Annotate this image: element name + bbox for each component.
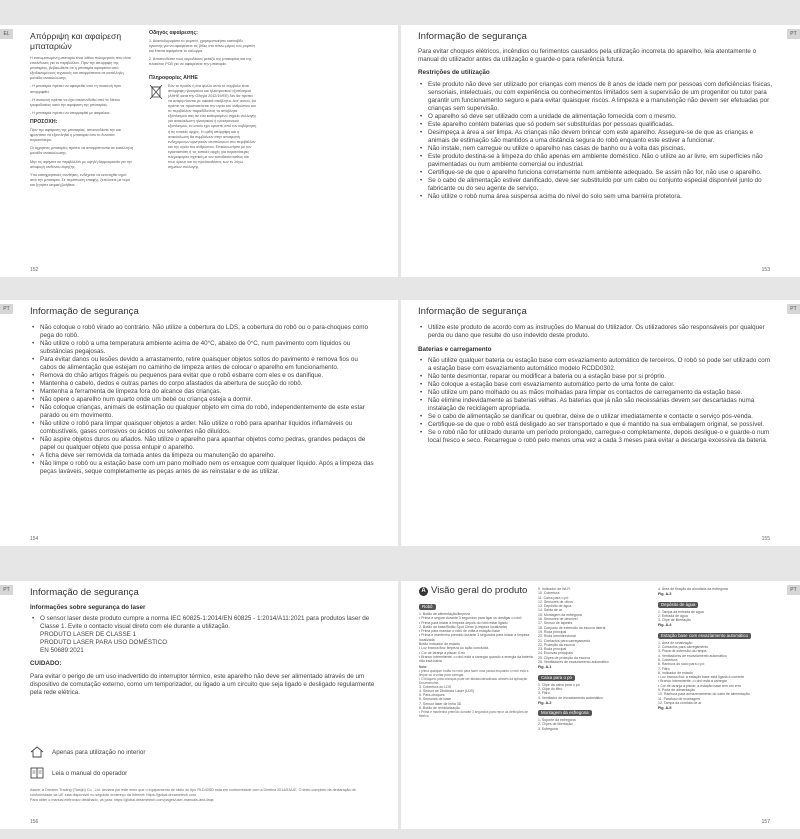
list-item: 1. Botão de alimentação/limpeza <box>419 612 470 616</box>
manual-page-152 <box>0 25 398 277</box>
section-letter-badge: A <box>419 587 428 596</box>
list-item: • Prima para mandar o robô de volta à estação base <box>419 629 500 634</box>
list-item: 3. Clipe de libertação <box>658 618 691 623</box>
manual-page-153 <box>401 25 800 277</box>
list-item: 8. Indicador de estado <box>658 670 693 675</box>
note-item: • O bloqueio para crianças pode ser ativado/desativado através da aplicação Dreamehome. <box>419 676 528 685</box>
declaration-text: Assim, a Dreame Trading (Tianjin) Co., Ltd. declara por este meio que o equipamento de rádio do tipo RLD43SD está em conformidade com a Diretiva 2014/53/UE. O texto completo da declaração de conformidade da UE está disponível no seguinte endereço da Internet: https://global.dreametech.com <box>30 788 356 797</box>
list-item: • Prima e mantenha premido durante 3 segundos para repor as definições de fábrica <box>419 710 529 719</box>
list-item: 24. Escovas principais <box>538 651 573 656</box>
list-item: 1. Clipe da caixa para o pó <box>538 682 580 687</box>
list-item: 11. Parafuso de montagem <box>658 696 700 701</box>
list-item: • Não utilize um pano molhado ou as mãos molhadas para limpar os contactos de carregamento da estação base. <box>418 389 773 397</box>
list-item: • Não utilize qualquer bateria ou estação base com esvaziamento automático de terceiros. O robô só pode ser utilizado com a estação base com esvaziamento automático modelo RCDD0302. <box>418 357 773 373</box>
removal-guide-heading: Οδηγός αφαίρεσης: <box>149 30 198 36</box>
laser-list <box>30 615 376 631</box>
note-2: - Η συσκευή πρέπει να έχει αποσυνδεθεί από το δίκτυο τροφοδοσίας κατά την αφαίρεση της μπαταρίας. <box>30 97 120 107</box>
list-item: • Mantenha o cabelo, dedos e outras partes do corpo afastados da abertura de sucção do robô. <box>30 380 376 388</box>
list-item: 20. Roda omnidirecional <box>538 634 576 639</box>
note-item: • prima qualquer botão no robô para fazer uma pausa enquanto o robô está a limpar ou a voltar para carregar. <box>419 668 529 677</box>
list-item: 4. Área de fixação da almofada da esfregona <box>658 587 728 591</box>
list-item: 26. Ventiladores de esvaziamento automático <box>538 660 609 665</box>
list-item: 12. Tampa da conduta de ar <box>658 700 702 705</box>
list-item: 8. Botão de reinicialização <box>419 706 460 711</box>
page-number: 153 <box>761 267 770 273</box>
list-item: 4. Ventilador de esvaziamento automático <box>538 695 603 700</box>
list-item: • Prima para iniciar a limpeza depois do robô estar ligado <box>419 620 508 625</box>
page-title: Informação de segurança <box>418 306 527 317</box>
note-heading: Nota: <box>419 664 428 669</box>
list-item: • Cor de laranja a piscar: Erro <box>419 650 465 655</box>
laser-class-line-1: PRODUTO LASER DE CLASSE 1 <box>40 631 137 638</box>
figure-label: Fig. A-2 <box>538 700 552 705</box>
book-icon <box>30 767 44 779</box>
list-item: • Este produto não deve ser utilizado por crianças com menos de 8 anos de idade nem por pessoas com deficiências físicas, sensoriais, intelectuais, ou com experiência ou conhecimentos limitados sem a supervisão de um progenitor ou tutor para garantir um funcionamento seguro e para evitar quaisquer riscos. A limpeza e a manutenção não devem ser efetuadas por crianças sem supervisão. <box>418 81 773 113</box>
list-item: • Este produto destina-se à limpeza do chão apenas em ambiente doméstico. Não o utilize ao ar livre, em superfícies não pavimentadas ou num ambiente comercial ou industrial. <box>418 153 773 169</box>
list-item: 9. Indicador de Wi-Fi <box>538 587 571 591</box>
figure-label: Fig. A-5 <box>658 706 672 711</box>
list-item: 1. Tampa da entrada de água <box>658 609 704 614</box>
list-item: • Se o cabo de alimentação se danificar ou quebrar, deixe de o utilizar imediatamente e contacte o serviço pós-venda. <box>418 413 773 421</box>
list-item: 22. Proteção da escova <box>538 642 575 647</box>
weee-text: Εάν το προϊόν ή ένα φύλλο αυτό το σύμβολο είναι απόρριψη ηλεκτρικού και ηλεκτρονικού εξοπλισμού (ΑΗΗΕ κατά την Οδηγία 2012/19/ΕΕ) δεν θα πρέπει να αναμιγνύονται με οικιακά απόβλητα. Αντ' αυτού, θα πρέπει να προστατεύεται την υγεία του ανθρώπου και το περιβάλλον παραδίδοντας τα απόβλητα εξοπλισμού σας σε ένα καθορισμένο σημείο συλλογής για ανακύκλωση ηλεκτρικού ή ηλεκτρονικού εξοπλισμού, το οποίο έχει ορυστεί από τον κυβέρνηση ή τις τοπικές αρχές. Η ορθή απόρριψη και η ανακύκλωση θα συμβάλουν στην αποτροπή ενδεχόμενων αρνητικών επιπτώσεων στο περιβάλλον και την υγεία του ανθρώπου. Επικοινωνήστε με τον εγκαταστάτη ή τις τοπικές αρχές για περισσότερες πληροφορίες σχετικά με τον τοποθεσία καθώς και τους όρους και τις προϋποθέσεις των εν λόγω σημείων συλλογής. <box>168 83 257 170</box>
list-item: 2. Botão da base/Botão Spot Clean (Limpeza localizada) <box>419 624 507 629</box>
laser-class-line-3: EN 50689:2021 <box>40 647 84 654</box>
list-item: • Não utilize o robô para limpar quaisquer objetos a arder. Não utilize o robô para apanhar líquidos inflamáveis ou combustíveis, gases corrosivos ou ácidos ou solventes não diluídos. <box>30 420 376 436</box>
removal-step-1: 1. Αναποδογυρίστε το ρομπότ, χρησιμοποιήστε κατσαβίδι εγκοπής για να αφαιρέσετε τις βίδες στο πάνω μέρος του ρομπότ και έπειτα αφαιρέστε το κάλυμμα. <box>149 39 255 54</box>
list-item: 19. Roda principal <box>538 629 567 634</box>
page-title: Informação de segurança <box>30 306 139 317</box>
list-item: • Remova do chão artigos frágeis ou pequenos para evitar que o robô esbarre com eles e os danifique. <box>30 372 376 380</box>
list-item: • Não utilize o robô a uma temperatura ambiente acima de 40°C, abaixo de 0°C, num pavimento com líquidos ou substâncias pegajosas. <box>30 340 376 356</box>
list-item: 5. Para-choques <box>419 693 445 698</box>
caution-3: Μην τις αφήνετε σε περιβάλλον με υψηλή θερμοκρασία για την αποφυγή κινδύνου έκρηξης. <box>30 159 132 169</box>
list-item: 2. Clipe do filtro <box>538 686 563 691</box>
robot-section-label: Robô <box>419 604 436 610</box>
list-item: 17. Sensor de tapetes <box>538 621 573 626</box>
crossed-bin-icon <box>149 84 163 100</box>
restrictions-list <box>418 81 773 201</box>
overview-column-3 <box>658 587 766 714</box>
manual-page-156 <box>0 581 398 829</box>
list-item: 18. Conjunto de extensão da escova lateral <box>538 625 606 630</box>
list-item: • Não opere o aparelho num quarto onde um bebé ou criança esteja a dormir. <box>30 396 376 404</box>
list-item: 11. Caixa para o pó <box>538 595 569 600</box>
language-tab: PT <box>0 585 13 595</box>
figure-label: Fig. A-3 <box>658 592 672 597</box>
list-item: • O sensor laser deste produto cumpre a norma IEC 60825-1:2014/EN 60825 - 1:2014/A11:2021 para produtos laser de Classe 1. Evite o contacto visual direto com ele durante a utilização. <box>30 615 376 631</box>
list-item: • Prima e mantenha premido durante 3 segundos para iniciar a limpeza localizada <box>419 633 530 642</box>
mop-section-label: Montagem da esfregona <box>538 710 592 716</box>
page-number: 156 <box>30 819 39 825</box>
caution-text: Para evitar o perigo de um uso inadvertido do interruptor térmico, este aparelho não deve ser alimentado através de um dispositivo de comutação externo, como um temporizador, ou ligado a um circuito que seja ligado e desligado regularmente pela rede elétrica. <box>30 673 375 696</box>
manual-page-157 <box>401 581 800 829</box>
list-item: • Não tente desmontar, reparar ou modificar a bateria ou a estação base por si próprio. <box>418 373 773 381</box>
list-item: • Certifique-se de que o aparelho funciona corretamente num ambiente adequado. Se assim não for, não use o aparelho. <box>418 169 773 177</box>
list-item: 25. Clipes de proteção da escova <box>538 655 590 660</box>
list-item: 15. Montagem da esfregona <box>538 612 582 617</box>
list-item: • Prima e segure durante 3 segundos para ligar ou desligar o robô <box>419 616 522 621</box>
list-item: • Mantenha a ferramenta de limpeza fora do alcance das crianças. <box>30 388 376 396</box>
list-item: 3. Filtro <box>538 691 550 696</box>
list-item: 4. Ventiladores de esvaziamento automático <box>658 653 727 658</box>
list-item: • Para evitar danos ou lesões devido a arrastamento, retire quaisquer objetos soltos do pavimento e remova fios ou cabos de alimentação que estejam no caminho de limpeza antes de colocar o aparelho em funcionamento. <box>30 356 376 372</box>
list-item: • Cor de laranja a piscar: a estação base tem um erro <box>658 683 741 688</box>
list-item: 4. Sensor de Distância Laser (LDS) <box>419 688 475 693</box>
list-item: • Não coloque a estação base com esvaziamento automático perto de uma fonte de calor. <box>418 381 773 389</box>
manual-page-155 <box>401 300 800 546</box>
list-item: 23. Roda principal <box>538 647 567 652</box>
figure-label: Fig. A-4 <box>658 623 672 628</box>
page-number: 152 <box>30 267 39 273</box>
list-item: 7. Filtro <box>658 666 670 671</box>
greek-column-2 <box>149 31 257 170</box>
list-item: • O aparelho só deve ser utilizado com a unidade de alimentação fornecida com o mesmo. <box>418 113 773 121</box>
list-item: 21. Contactos para carregamento <box>538 638 591 643</box>
laser-heading: Informações sobre segurança do laser <box>30 604 146 611</box>
water-tank-section-label: Depósito de água <box>658 602 698 608</box>
list-item: Botão indicador de estado <box>419 642 460 647</box>
list-item: • Se o cabo de alimentação estiver danificado, deve ser substituído por um cabo ou conjunto especial disponível junto do fabricante ou do seu agente de serviço. <box>418 177 773 193</box>
note-3: - Η μπαταρία πρέπει να απορριφθεί με ασφάλεια. <box>30 110 111 115</box>
list-item: • Certifique-se de que o robô está desligado ao ser transportado e que é mantido na sua embalagem original, se possível. <box>418 421 773 429</box>
list-item: • Não coloque o robô virado ao contrário. Não utilize a cobertura do LDS, a cobertura do robô ou o para-choques como pega do robô. <box>30 324 376 340</box>
list-item: • Não instale, nem carregue ou utilize o aparelho nas casas de banho ou à volta das piscinas. <box>418 145 773 153</box>
language-tab: PT <box>0 304 13 314</box>
page-number: 157 <box>761 819 770 825</box>
intro-text: Para evitar choques elétricos, incêndios ou ferimentos causados pela utilização incorreta do aparelho, leia atentamente o manual do utilizador antes da utilização e guarde-o para referência futura. <box>418 48 757 63</box>
caution-heading: CUIDADO: <box>30 660 62 667</box>
page-number: 154 <box>30 536 39 542</box>
page-title: Informação de segurança <box>418 31 527 42</box>
language-tab: PT <box>787 304 800 314</box>
base-station-section-label: Estação base com esvaziamento automático <box>658 633 751 639</box>
list-item: • Não aspire objetos duros ou afiados. Não utilize o aparelho para apanhar objetos como pedras, grandes pedaços de papel ou qualquer objeto que possa entupir o aparelho. <box>30 436 376 452</box>
overview-column-2 <box>538 587 650 731</box>
removal-step-2: 2. Αποσυνδέστε τους ακροδέκτες μεταξύ της μπαταρίας και της πλακέτας PCB για να αφαιρέσετε την μπαταρία. <box>149 57 252 67</box>
list-item: • Utilize este produto de acordo com as instruções do Manual do Utilizador. Os utilizadores são responsáveis por qualquer perda ou dano que resulte do uso indevido deste produto. <box>418 324 773 340</box>
list-item: • A ficha deve ser removida da tomada antes da limpeza ou manutenção do aparelho. <box>30 452 376 460</box>
list-item: 6. Sensores de base <box>419 697 452 702</box>
list-item: 3. Cobertura do LDS <box>419 684 452 689</box>
list-item: • Não coloque crianças, animais de estimação ou qualquer objeto em cima do robô, independentemente de este estar parado ou em movimento. <box>30 404 376 420</box>
caution-2: Οι άχρηστες μπαταρίες πρέπει να απορρίπτονται σε κατάλληλη μονάδα ανακύκλωσης. <box>30 146 134 156</box>
caution-heading: ΠΡΟΣΟΧΗ: <box>30 118 58 125</box>
read-manual-notice <box>30 767 127 779</box>
laser-class-line-2: PRODUTO LASER PARA USO DOMÉSTICO <box>40 639 168 646</box>
manual-page-154 <box>0 300 398 546</box>
caution-1: Πριν την αφαίρεση της μπαταρίας, αποσυνδέστε την και φροντίστε να εξαντληθεί η μπαταρία όσο το δυνατόν περισσότερο. <box>30 128 121 143</box>
read-manual-label: Leia o manual do operador <box>52 769 128 777</box>
intro-text: Η ενσωματωμένη μπαταρία είναι λιθίου πολυμερούς που είναι επικίνδυνες για το περιβάλλον. Πριν την απόρριψη της μπαταρίας, βεβαιωθείτε ότι η μπαταρία αφαιρείται από εξειδικευμένους τεχνικούς και απορρίπτεται σε κατάλληλη μονάδα ανακύκλωσης. <box>30 56 131 81</box>
figure-label: Fig. A-1 <box>538 665 552 670</box>
house-icon <box>30 746 44 758</box>
list-item: 7. Sensor laser de linha 3D <box>419 701 462 706</box>
list-item: 9. Porta de alimentação <box>658 688 695 693</box>
list-item: • Luz branca fixa: a estação base está ligada à corrente <box>658 675 745 680</box>
language-tab: PT <box>787 29 800 39</box>
page-number: 155 <box>761 536 770 542</box>
overview-column-1 <box>419 587 537 718</box>
list-item: 16. Sensores de desnível <box>538 617 578 622</box>
list-item: • Não elimine indevidamente as baterias velhas. As baterias que já não são necessárias devem ser descartadas numa instalação de reciclagem apropriada. <box>418 397 773 413</box>
language-tab: EL <box>0 29 13 39</box>
batteries-list <box>418 357 773 445</box>
list-item: 5. Cobertura <box>658 657 678 662</box>
list-item: 2. Clipes de libertação <box>538 722 573 727</box>
list-item: 2. Entrada de água <box>658 613 688 618</box>
page-title: Informação de segurança <box>30 587 139 598</box>
list-item: 1. Área de sinalização <box>658 640 693 645</box>
list-item: • Este aparelho contém baterias que só podem ser substituídas por pessoas qualificadas. <box>418 121 773 129</box>
greek-column-1 <box>30 31 134 191</box>
indoor-only-notice <box>30 746 145 758</box>
page-title: Απόρριψη και αφαίρεση μπαταριών <box>30 31 122 51</box>
list-item: • Desimpeça a área a ser limpa. As crianças não devem brincar com este aparelho. Assegure-se de que as crianças e animais de estimação são mantidos a uma distância segura do robô enquanto este estiver a funcionar. <box>418 129 773 145</box>
list-item: • Luz branca fixa: limpeza ou ação concluída <box>419 646 489 651</box>
list-item: 3. Placa de extensão da rampa <box>658 649 707 654</box>
list-item: 14. Saída de ar <box>538 608 562 613</box>
list-item: 10. Ranhura para armazenamento do cabo de alimentação <box>658 692 750 697</box>
usage-list <box>418 324 773 340</box>
batteries-heading: Baterias e carregamento <box>418 346 492 353</box>
list-item: • Se o robô não for utilizado durante um período prolongado, carregue-o completamente, depois desligue-o e guarde-o num local fresco e seco. Recarregue o robô pelo menos uma vez a cada 3 meses para evitar a descarga excessiva da bateria. <box>418 429 773 445</box>
list-item: • Não utilize o robô numa área suspensa acima do nível do solo sem uma barreira protetora. <box>418 193 773 201</box>
manual-link-text: Para obter o manual eletrónico detalhado, vá para: https://global.dreametech.com/pages/user-manuals-and-faqs <box>30 797 214 802</box>
list-item: 12. Sensores de olhos <box>538 599 573 604</box>
list-item: • Branco intermitente: o robô está a carregar quando a energia da bateria não está baixa <box>419 654 533 664</box>
restrictions-heading: Restrições de utilização <box>418 69 490 76</box>
list-item: 10. Cobertura <box>538 591 560 596</box>
weee-heading: Πληροφορίες ΑΗΗΕ <box>149 74 198 81</box>
dust-box-section-label: Caixa para o pó <box>538 675 575 681</box>
indoor-only-label: Apenas para utilização no interior <box>52 748 146 756</box>
note-1: - Η μπαταρία πρέπει να αφαιρεθεί από τη συσκευή πριν απορριφθεί. <box>30 84 122 94</box>
language-tab: PT <box>787 585 800 595</box>
list-item: • Não limpe o robô ou a estação base com um pano molhado nem os enxague com qualquer líquido. Após a limpeza das peças laváveis, seque completamente as peças antes de as reinstalar e de as utilizar. <box>30 460 376 476</box>
overview-title <box>419 587 537 596</box>
list-item: 6. Ranhura do saco para o pó <box>658 662 705 667</box>
list-item: • Branco intermitente: o robô está a carregar <box>658 679 727 684</box>
list-item: 3. Esfregona <box>538 726 558 731</box>
page-title: Visão geral do produto <box>431 585 528 597</box>
list-item: 2. Contactos para carregamento <box>658 645 709 650</box>
safety-list <box>30 324 376 476</box>
list-item: 1. Suporte da esfregona <box>538 718 576 723</box>
list-item: 13. Depósito de água <box>538 604 572 609</box>
caution-4: Υπό καταχρηστικές συνθήκες, ενδέχεται να εκτιναχθεί υγρό από την μπαταρία. Σε περίπτωση επαφής, ξεπλύνετε με νερό και ζητήστε ιατρική βοήθεια. <box>30 172 130 187</box>
